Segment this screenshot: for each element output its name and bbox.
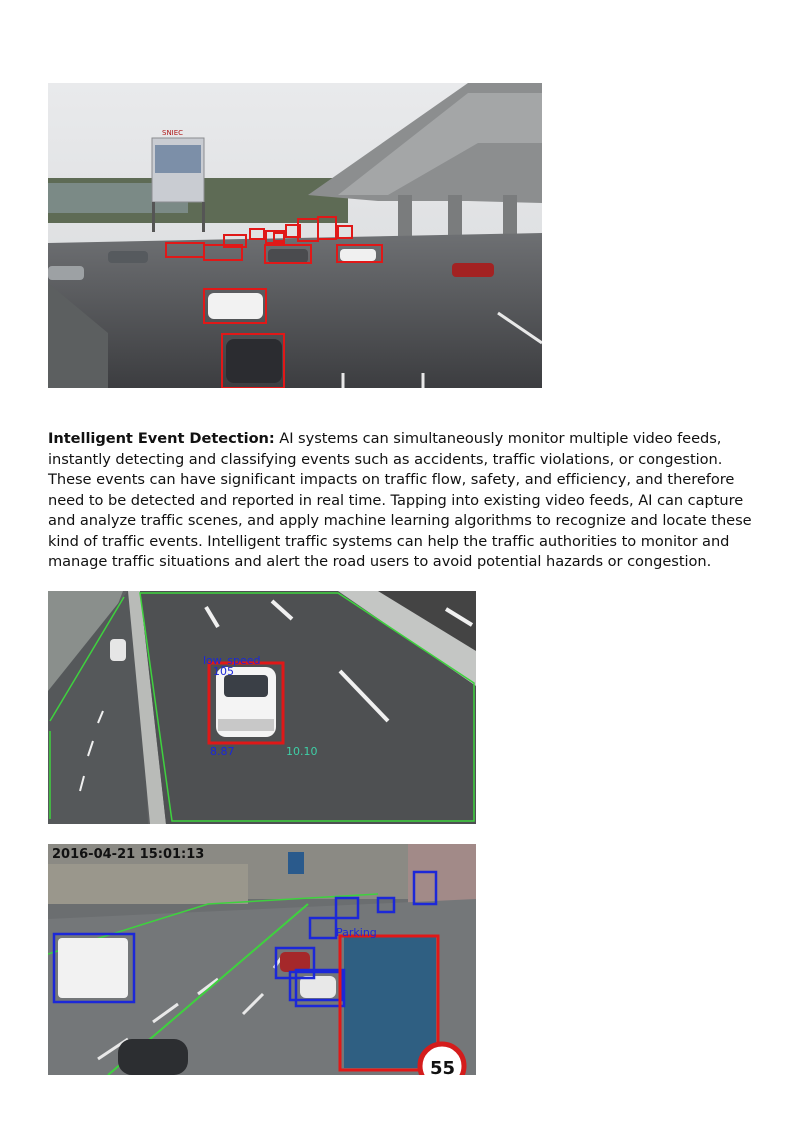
traffic-intersection-photo — [48, 83, 542, 388]
speed-limit-sign-icon — [420, 1044, 464, 1075]
event-detection-paragraph — [48, 429, 760, 573]
speed-left-label: 8.87 — [210, 745, 235, 758]
highway-scene — [48, 591, 476, 824]
parking-event-label: Parking — [336, 926, 377, 939]
track-id-label: 105 — [213, 665, 234, 678]
event-label: low_speed — [203, 654, 261, 667]
video-timestamp: 2016-04-21 15:01:13 — [52, 847, 205, 862]
intersection-scene — [48, 83, 542, 388]
parking-scene — [48, 844, 476, 1075]
parking-detection-photo — [48, 844, 476, 1075]
speed-right-label: 10.10 — [286, 745, 318, 758]
speed-limit-text: 55 — [430, 1058, 456, 1075]
billboard-text: SNIEC — [162, 129, 184, 137]
paragraph-body: AI systems can simultaneously monitor multiple video feeds, instantly detecting and classifying events such as accidents, traffic violations, or congestion. These events can have significant impacts on traffic flow, safety, and efficiency, and therefore need to be detected and reported in real time. Tapping into existing video feeds, AI can capture and analyze traffic scenes, and apply machine learning algorithms to recognize and locate these kind of traffic events. Intelligent traffic systems can help the traffic authorities to monitor and manage traffic situations and alert the road users to avoid potential hazards or congestion. — [48, 430, 752, 570]
low-speed-detection-photo — [48, 591, 476, 824]
paragraph-lead: Intelligent Event Detection: — [48, 430, 275, 447]
blue-truck — [344, 936, 436, 1068]
